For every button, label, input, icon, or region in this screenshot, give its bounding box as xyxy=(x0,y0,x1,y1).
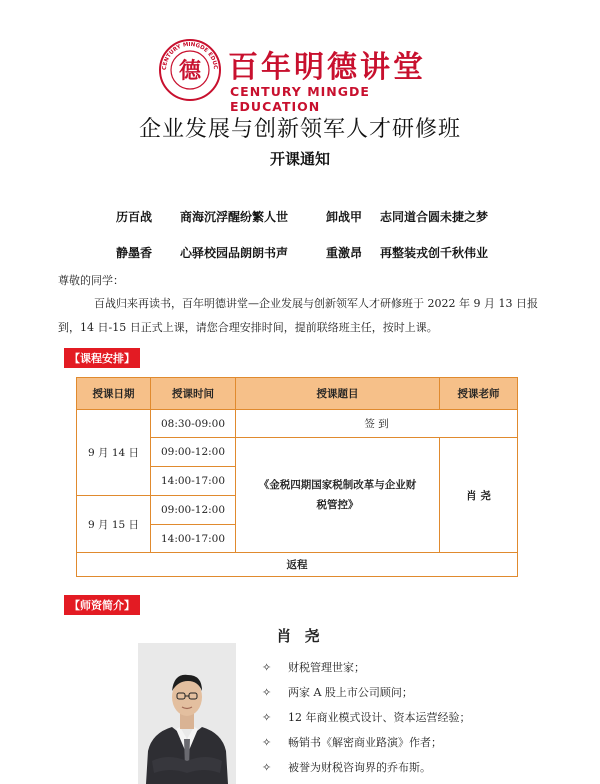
verse-text: 再整装戎创千秋伟业 xyxy=(380,246,489,260)
bullet-text: 12 年商业模式设计、资本运营经验； xyxy=(288,711,471,724)
header-time: 授课时间 xyxy=(150,378,235,409)
list-item xyxy=(262,705,562,730)
diamond-bullet-icon: ✧ xyxy=(262,736,272,749)
greeting: 尊敬的同学： xyxy=(58,274,124,287)
date-cell: 9 月 14 日 xyxy=(77,409,150,495)
header-teacher: 授课老师 xyxy=(439,378,517,409)
list-item xyxy=(262,730,562,755)
verse-label: 静墨香 xyxy=(116,246,153,260)
teacher-name: 肖 尧 xyxy=(276,627,324,645)
page-title: 企业发展与创新领军人才研修班 xyxy=(138,117,461,142)
verse-label: 卸战甲 xyxy=(326,210,363,224)
return-cell: 返程 xyxy=(77,552,517,576)
diamond-bullet-icon: ✧ xyxy=(262,761,272,774)
section-tag-course: 【课程安排】 xyxy=(64,348,140,368)
time-cell: 09:00-12:00 xyxy=(150,437,235,466)
verse-text: 心驿校园品朗朗书声 xyxy=(180,246,289,260)
list-item xyxy=(262,655,562,680)
brand-name-en: CENTURY MINGDE EDUCATION xyxy=(230,84,370,114)
teacher-cell: 肖 尧 xyxy=(439,437,517,552)
date-cell: 9 月 15 日 xyxy=(77,495,150,552)
bullet-text: 财税管理世家； xyxy=(288,661,365,674)
verses xyxy=(116,208,536,280)
seal-char: 德 xyxy=(178,58,202,84)
time-cell: 09:00-12:00 xyxy=(150,495,235,524)
header-date: 授课日期 xyxy=(77,378,150,409)
section-tag-teacher: 【师资简介】 xyxy=(64,595,140,615)
topic-cell: 《金税四期国家税制改革与企业财税管控》 xyxy=(235,437,439,552)
page-subtitle: 开课通知 xyxy=(269,150,330,168)
teacher-photo xyxy=(138,643,236,784)
verse-label: 重激昂 xyxy=(326,246,363,260)
time-cell: 14:00-17:00 xyxy=(150,466,235,495)
notice-body: 百战归来再读书，百年明德讲堂—企业发展与创新领军人才研修班于 2022 年 9 月 13 日报到，14 日-15 日正式上课，请您合理安排时间，提前联络班主任，按时上课。 xyxy=(58,297,538,334)
time-cell: 14:00-17:00 xyxy=(150,524,235,552)
brand-name-cn: 百年明德讲堂 xyxy=(228,50,426,85)
bullet-text: 两家 A 股上市公司顾问； xyxy=(288,686,413,699)
verse-text: 商海沉浮醒纷繁人世 xyxy=(180,210,289,224)
verse-text: 志同道合圆未捷之梦 xyxy=(380,210,489,224)
list-item xyxy=(262,680,562,705)
teacher-bullets xyxy=(262,655,562,780)
schedule-table xyxy=(76,377,518,577)
verse-row xyxy=(116,244,536,280)
diamond-bullet-icon: ✧ xyxy=(262,711,272,724)
logo xyxy=(158,38,458,114)
verse-row xyxy=(116,208,536,244)
header-topic: 授课题目 xyxy=(235,378,439,409)
diamond-bullet-icon: ✧ xyxy=(262,661,272,674)
bullet-text: 畅销书《解密商业路演》作者； xyxy=(288,736,442,749)
verse-label: 历百战 xyxy=(116,210,153,224)
time-cell: 08:30-09:00 xyxy=(150,409,235,437)
bullet-text: 被誉为财税咨询界的乔布斯。 xyxy=(288,761,431,774)
portrait-image xyxy=(138,643,236,784)
signin-cell: 签 到 xyxy=(235,409,517,437)
list-item xyxy=(262,755,562,780)
diamond-bullet-icon: ✧ xyxy=(262,686,272,699)
seal-ring-text: CENTURY MINGDE EDUC xyxy=(161,41,219,71)
seal-logo-icon xyxy=(158,38,222,102)
